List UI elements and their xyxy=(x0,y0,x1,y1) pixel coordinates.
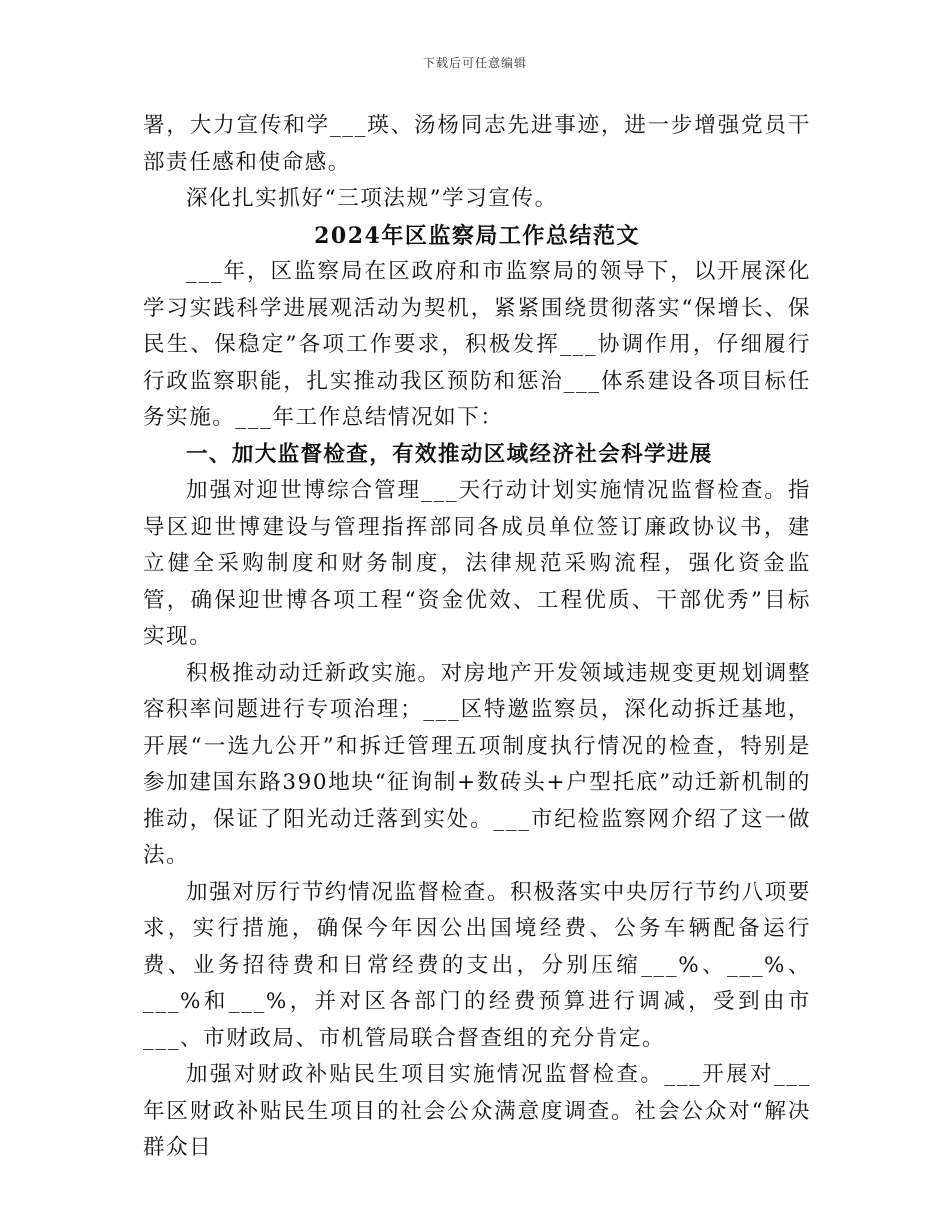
paragraph-expo-supervision: 加强对迎世博综合管理___天行动计划实施情况监督检查。指导区迎世博建设与管理指挥部同各成员单位签订廉政协议书，建立健全采购制度和财务制度，法律规范采购流程，强化资金监管，确保迎世博各项工程“资金优效、工程优质、干部优秀”目标实现。 xyxy=(143,478,811,649)
paragraph-intro: ___年，区监察局在区政府和市监察局的领导下，以开展深化学习实践科学进展观活动为契机，紧紧围绕贯彻落实“保增长、保民生、保稳定”各项工作要求，积极发挥___协调作用，仔细履行行政监察职能，扎实推动我区预防和惩治___体系建设各项目标任务实施。___年工作总结情况如下： xyxy=(143,259,811,430)
paragraph-relocation-policy: 积极推动动迁新政实施。对房地产开发领域违规变更规划调整容积率问题进行专项治理；___区特邀监察员，深化动拆迁基地，开展“一选九公开”和拆迁管理五项制度执行情况的检查，特别是参加建国东路390地块“征询制+数砖头+户型托底”动迁新机制的推动，保证了阳光动迁落到实处。___市纪检监察网介绍了这一做法。 xyxy=(143,660,811,868)
section-heading-1: 一、加大监督检查，有效推动区域经济社会科学进展 xyxy=(186,441,713,467)
paragraph-frugality: 加强对厉行节约情况监督检查。积极落实中央厉行节约八项要求，实行措施，确保今年因公出国境经费、公务车辆配备运行费、业务招待费和日常经费的支出，分别压缩___%、___%、___%和___%，并对区各部门的经费预算进行调减，受到由市___、市财政局、市机管局联合督查组的充分肯定。 xyxy=(143,879,811,1051)
document-body xyxy=(143,108,811,1167)
paragraph-livelihood-projects: 加强对财政补贴民生项目实施情况监督检查。___开展对___年区财政补贴民生项目的社会公众满意度调查。社会公众对“解决群众日 xyxy=(143,1062,811,1160)
document-title: 2024年区监察局工作总结范文 xyxy=(314,222,640,249)
paragraph-continuation: 署，大力宣传和学___瑛、汤杨同志先进事迹，进一步增强党员干部责任感和使命感。 xyxy=(143,113,811,175)
paragraph-three-regulations: 深化扎实抓好“三项法规”学习宣传。 xyxy=(186,186,558,211)
page-header-note: 下载后可任意编辑 xyxy=(422,56,527,70)
